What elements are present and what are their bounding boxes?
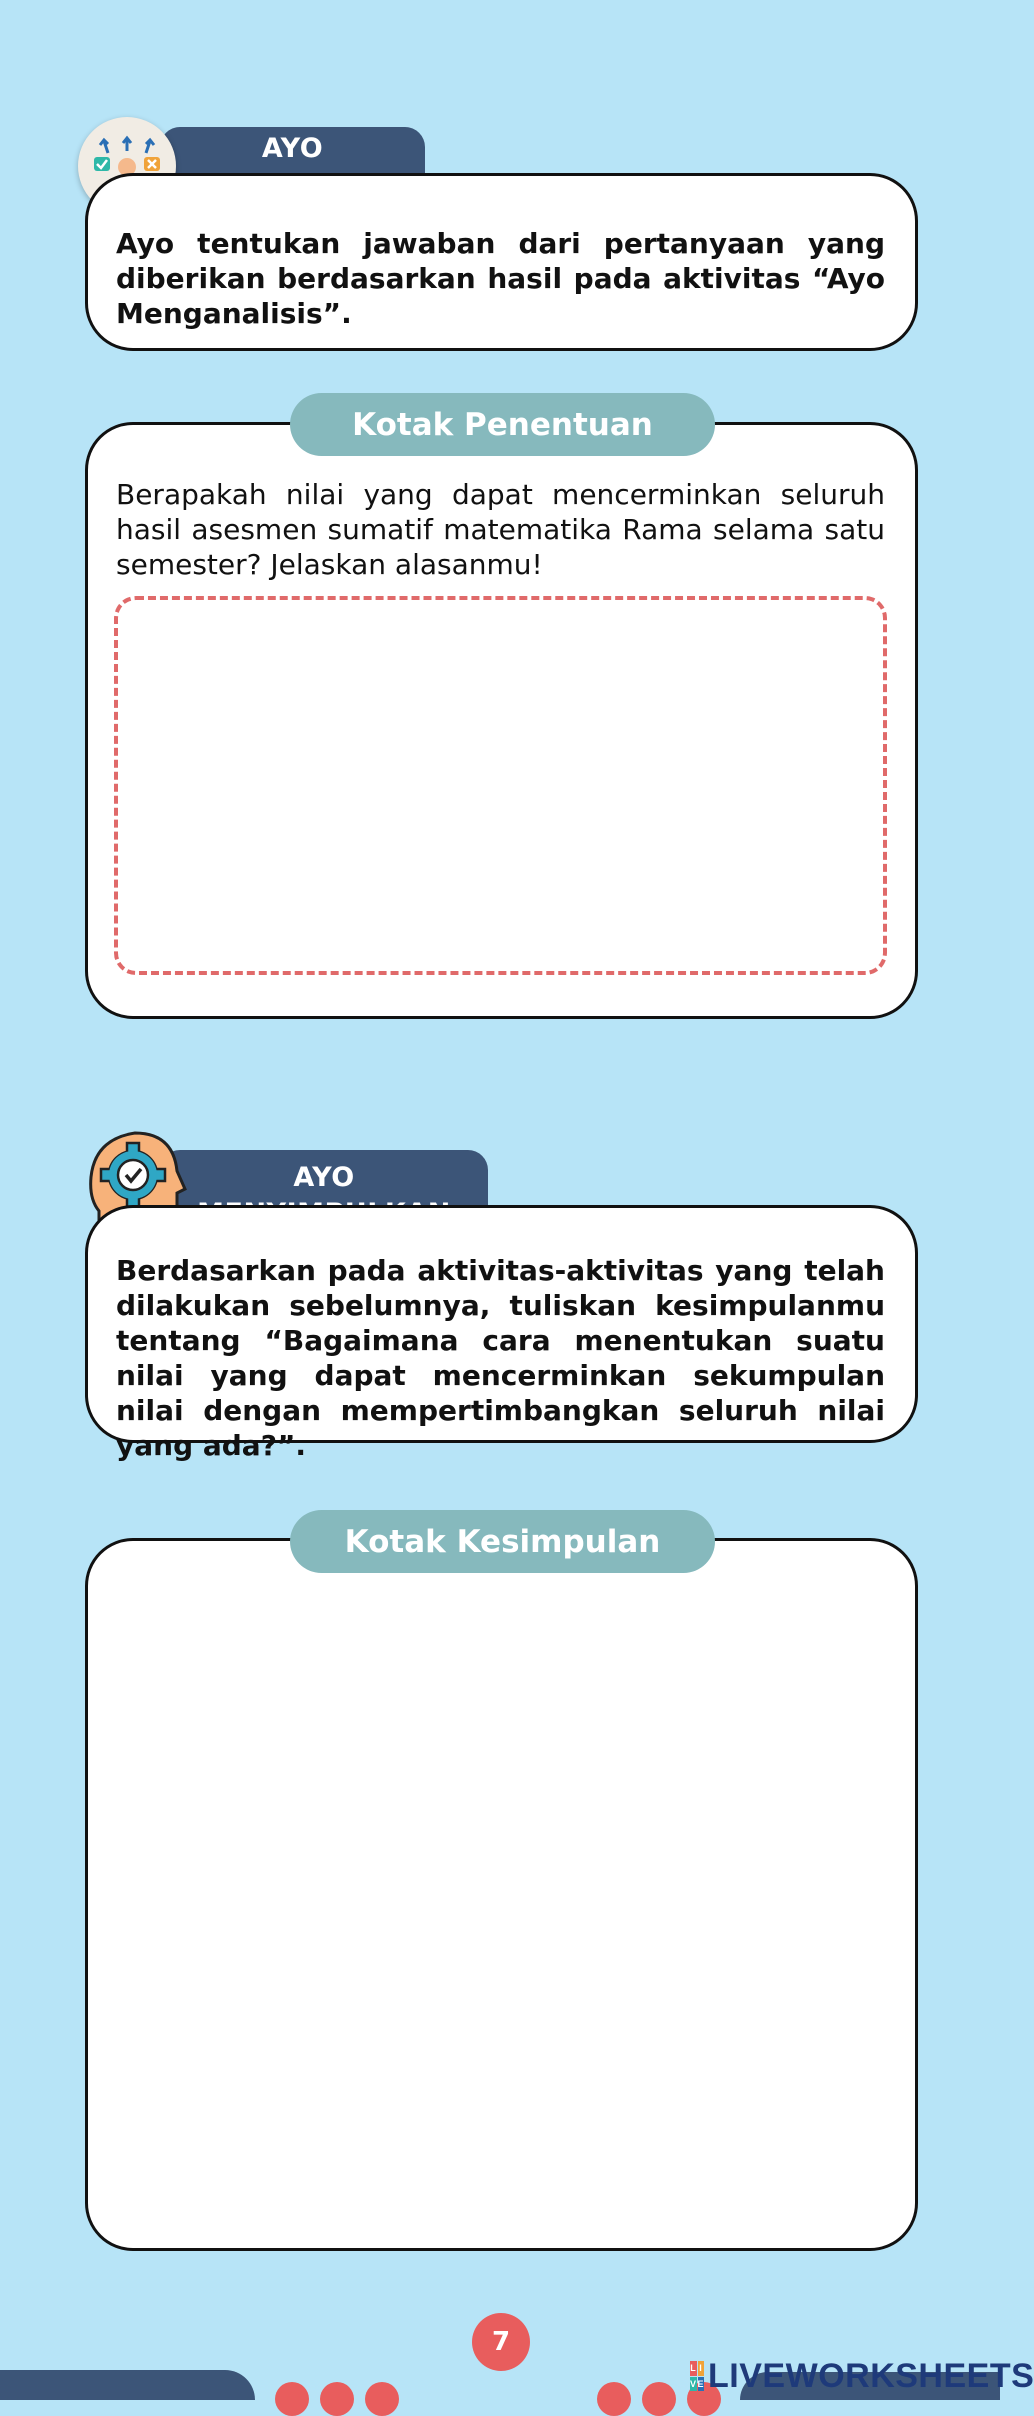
brand-text: LIVEWORKSHEETS: [708, 2356, 1034, 2395]
liveworksheets-logo[interactable]: [690, 2356, 1034, 2396]
liveworksheets-icon: L I V E: [690, 2361, 704, 2391]
instruction-card-menentukan: [85, 173, 918, 351]
answer-input-box[interactable]: [114, 596, 887, 975]
section-header-line1: AYO: [293, 1161, 355, 1193]
question-text: Berapakah nilai yang dapat mencerminkan seluruh hasil asesmen sumatif matematika Rama selama satu semester? Jelaskan alasanmu!: [116, 478, 885, 581]
instruction-text: Berdasarkan pada aktivitas-aktivitas yang telah dilakukan sebelumnya, tuliskan kesimpulanmu tentang “Bagaimana cara menentukan suatu nilai yang dapat mencerminkan sekumpulan nilai dengan mempertimbangkan seluruh nilai yang ada?”.: [116, 1254, 885, 1462]
footer-dot: [642, 2382, 676, 2416]
section-header-line1: AYO: [261, 133, 324, 164]
page-number: 7: [472, 2313, 530, 2371]
kotak-kesimpulan-card[interactable]: [85, 1538, 918, 2251]
instruction-text: Ayo tentukan jawaban dari pertanyaan yang diberikan berdasarkan hasil pada aktivitas “Ayo Menganalisis”.: [116, 227, 885, 330]
footer-dot: [275, 2382, 309, 2416]
footer-bar: [0, 2370, 255, 2400]
footer-dot: [597, 2382, 631, 2416]
instruction-card-menyimpulkan: [85, 1205, 918, 1462]
kotak-penentuan-title: Kotak Penentuan: [290, 393, 715, 456]
kotak-kesimpulan-title: Kotak Kesimpulan: [290, 1510, 715, 1573]
footer-dot: [320, 2382, 354, 2416]
footer-dot: [365, 2382, 399, 2416]
